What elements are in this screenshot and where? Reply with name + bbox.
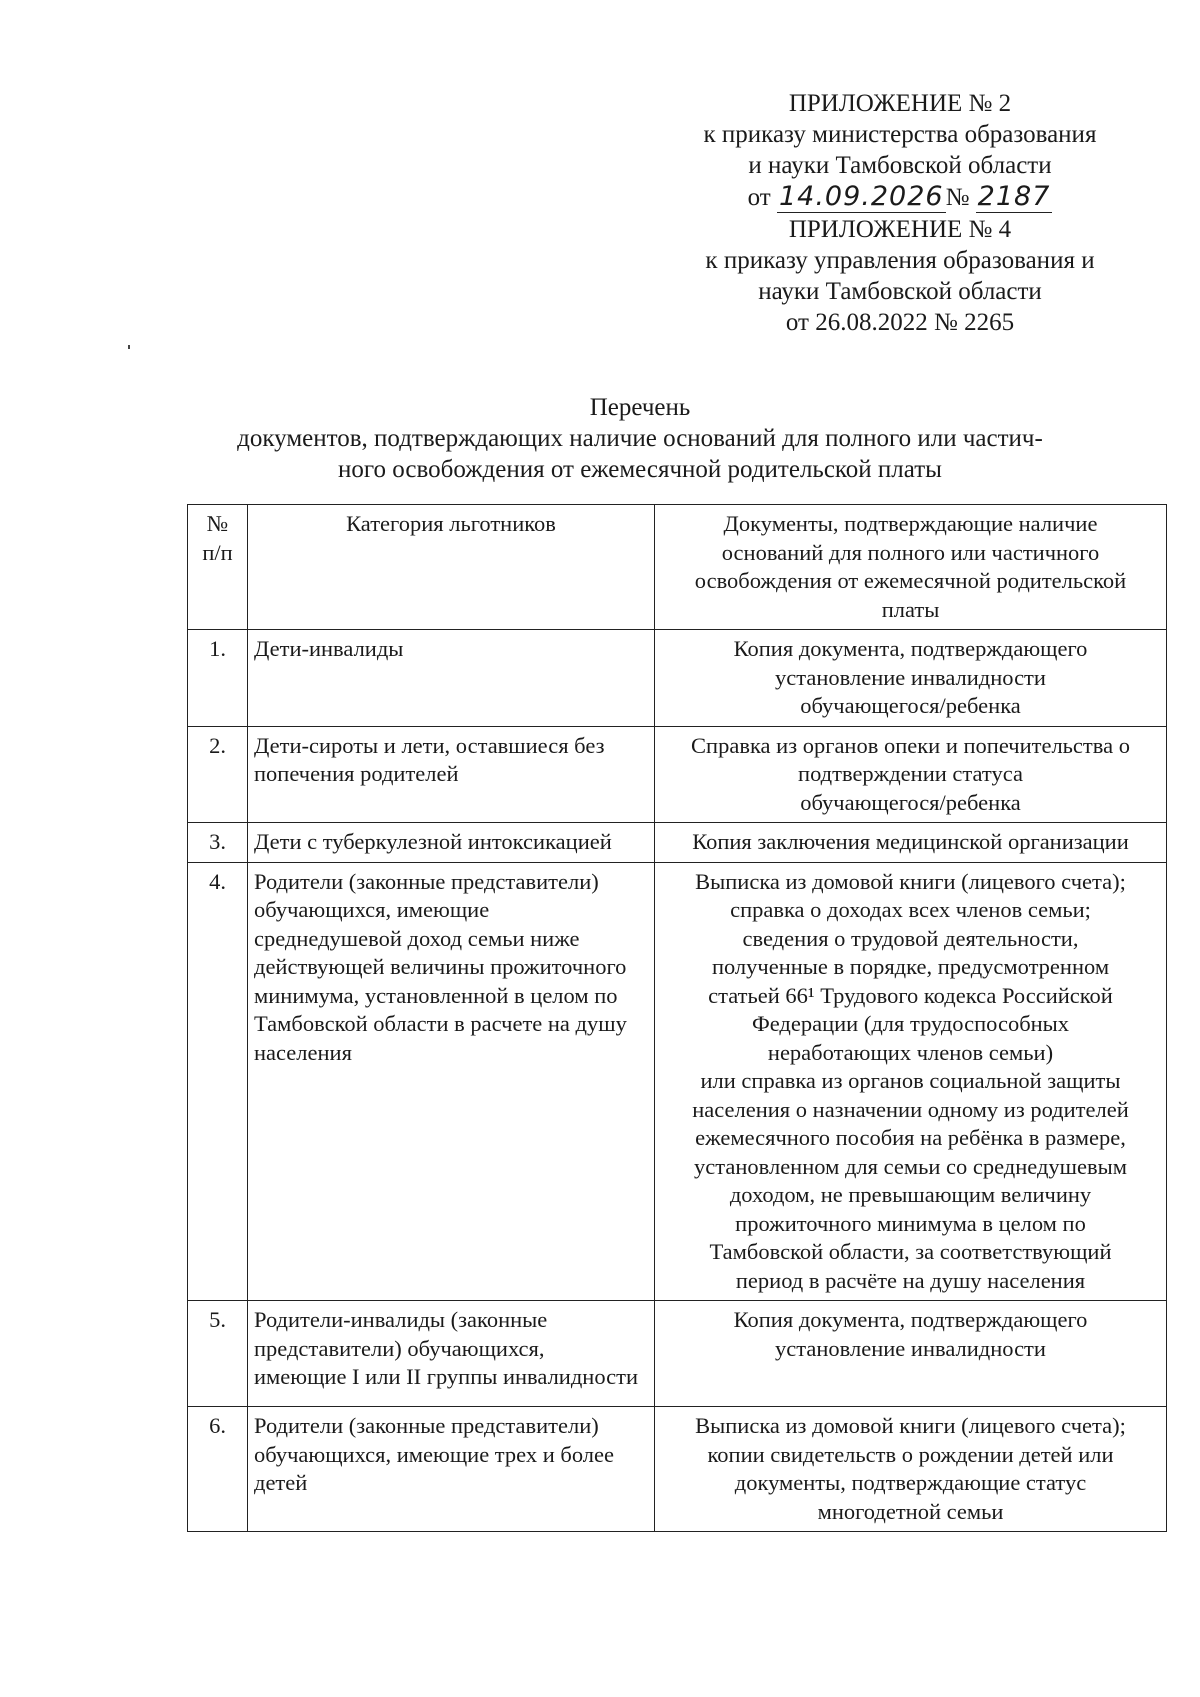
- appendix-4-header: [660, 214, 1140, 338]
- row-documents-line: Федерации (для трудоспособных: [751, 1011, 1070, 1036]
- row-documents-line: установление инвалидности: [775, 1335, 1046, 1361]
- row-category: [248, 862, 655, 1301]
- row-category-line: попечения родителей: [254, 761, 459, 786]
- header-documents: [655, 505, 1167, 630]
- row-documents-line: многодетной семьи: [817, 1498, 1004, 1524]
- row-category-line: Родители (законные представители): [254, 868, 599, 894]
- row-category-line: Дети с туберкулезной интоксикацией: [254, 829, 612, 854]
- row-number: 2.: [188, 726, 248, 823]
- appendix-2-from: от: [747, 184, 771, 211]
- header-documents-line: Документы, подтверждающие наличие: [723, 511, 1098, 536]
- row-documents-line: период в расчёте на душу населения: [735, 1267, 1086, 1293]
- row-category-line: обучающихся, имеющие трех и более: [254, 1441, 614, 1467]
- appendix-4-line2: науки Тамбовской области: [758, 278, 1042, 305]
- table-row: [188, 823, 1167, 863]
- row-documents: [655, 1301, 1167, 1407]
- appendix-2-date-line: [660, 181, 1140, 213]
- row-documents-line: обучающегося/ребенка: [800, 789, 1021, 815]
- header-category: Категория льготников: [248, 505, 655, 630]
- row-documents: [655, 726, 1167, 823]
- appendix-4-line1: к приказу управления образования и: [705, 247, 1095, 274]
- title-line1: Перечень: [589, 394, 691, 421]
- row-category: [248, 1301, 655, 1407]
- row-documents: [655, 862, 1167, 1301]
- row-documents-line: Копия документа, подтверждающего: [733, 636, 1088, 661]
- row-documents-line: Справка из органов опеки и попечительства о: [691, 732, 1130, 758]
- row-number: 4.: [188, 862, 248, 1301]
- header-num-line: п/п: [202, 539, 233, 565]
- appendix-4-date-line: от 26.08.2022 № 2265: [785, 309, 1015, 336]
- row-number: 6.: [188, 1407, 248, 1532]
- row-category: [248, 726, 655, 823]
- header-documents-line: освобождения от ежемесячной родительской: [694, 568, 1127, 593]
- row-category-line: детей: [254, 1470, 308, 1495]
- row-category-line: Дети-инвалиды: [254, 636, 404, 661]
- row-documents-line: доходом, не превышающим величину: [729, 1182, 1092, 1207]
- appendix-2-header: [660, 88, 1140, 213]
- row-documents-line: Копия заключения медицинской организации: [692, 829, 1129, 854]
- row-category-line: Тамбовской области в расчете на душу: [254, 1011, 627, 1036]
- row-documents: [655, 630, 1167, 727]
- row-documents-line: сведения о трудовой деятельности,: [742, 925, 1079, 951]
- row-documents-line: или справка из органов социальной защиты: [700, 1068, 1121, 1093]
- table-header-row: [188, 505, 1167, 630]
- appendix-4-title: ПРИЛОЖЕНИЕ № 4: [788, 216, 1012, 243]
- document-title: [150, 392, 1130, 485]
- row-documents-line: ежемесячного пособия на ребёнка в размере,: [695, 1125, 1126, 1150]
- row-category-line: минимума, установленной в целом по: [254, 982, 618, 1008]
- table-row: [188, 862, 1167, 1301]
- row-category-line: Родители-инвалиды (законные: [254, 1307, 548, 1332]
- table-row: [188, 726, 1167, 823]
- table-row: [188, 1301, 1167, 1407]
- row-documents-line: документы, подтверждающие статус: [734, 1470, 1087, 1495]
- row-category-line: обучающихся, имеющие: [254, 897, 490, 922]
- title-line2: документов, подтверждающих наличие оснований для полного или частич-: [237, 425, 1043, 452]
- row-number: 5.: [188, 1301, 248, 1407]
- appendix-2-number-sign: №: [945, 184, 970, 211]
- row-number: 3.: [188, 823, 248, 863]
- table-body: [188, 630, 1167, 1532]
- row-documents-line: подтверждении статуса: [798, 761, 1023, 786]
- title-line3: ного освобождения от ежемесячной родительской платы: [338, 456, 942, 483]
- header-num-line: №: [206, 511, 229, 536]
- row-category-line: среднедушевой доход семьи ниже: [254, 925, 580, 951]
- row-category-line: населения: [254, 1039, 352, 1065]
- table-row: [188, 630, 1167, 727]
- row-documents-line: прожиточного минимума в целом по: [735, 1210, 1086, 1236]
- row-documents-line: обучающегося/ребенка: [800, 693, 1021, 718]
- row-documents-line: полученные в порядке, предусмотренном: [711, 954, 1110, 979]
- row-documents-line: Выписка из домовой книги (лицевого счета);: [695, 1413, 1126, 1438]
- appendix-2-line2: и науки Тамбовской области: [748, 152, 1052, 179]
- header-documents-line: оснований для полного или частичного: [721, 539, 1100, 565]
- row-documents-line: Выписка из домовой книги (лицевого счета);: [695, 868, 1126, 894]
- row-documents-line: неработающих членов семьи): [767, 1039, 1054, 1065]
- row-documents-line: статьей 66¹ Трудового кодекса Российской: [708, 982, 1113, 1008]
- row-category: [248, 1407, 655, 1532]
- row-category-line: представители) обучающихся,: [254, 1335, 545, 1361]
- row-documents-line: установленном для семьи со среднедушевым: [694, 1153, 1127, 1179]
- appendix-2-title: ПРИЛОЖЕНИЕ № 2: [788, 90, 1012, 117]
- row-category-line: Дети-сироты и лети, оставшиеся без: [254, 732, 605, 758]
- row-documents-line: копии свидетельств о рождении детей или: [707, 1441, 1114, 1467]
- row-documents-line: населения о назначении одному из родителей: [692, 1096, 1129, 1122]
- row-number: 1.: [188, 630, 248, 727]
- header-documents-line: платы: [881, 596, 940, 622]
- appendix-2-date-handwritten: 14.09.2026: [778, 181, 944, 212]
- header-num: [188, 505, 248, 630]
- appendix-2-line1: к приказу министерства образования: [703, 121, 1097, 148]
- row-documents-line: справка о доходах всех членов семьи;: [730, 897, 1091, 922]
- row-documents-line: установление инвалидности: [775, 664, 1046, 690]
- row-documents: [655, 1407, 1167, 1532]
- table-row: [188, 1407, 1167, 1532]
- row-category: [248, 630, 655, 727]
- row-category-line: Родители (законные представители): [254, 1413, 599, 1438]
- scan-mark: [128, 345, 130, 349]
- row-documents-line: Копия документа, подтверждающего: [733, 1307, 1088, 1332]
- row-category-line: действующей величины прожиточного: [254, 954, 627, 979]
- appendix-2-number-handwritten: 2187: [977, 181, 1051, 212]
- row-documents-line: Тамбовской области, за соответствующий: [709, 1239, 1112, 1264]
- row-category-line: имеющие I или II группы инвалидности: [254, 1364, 638, 1389]
- row-documents: [655, 823, 1167, 863]
- row-category: [248, 823, 655, 863]
- benefits-table: [187, 504, 1167, 1532]
